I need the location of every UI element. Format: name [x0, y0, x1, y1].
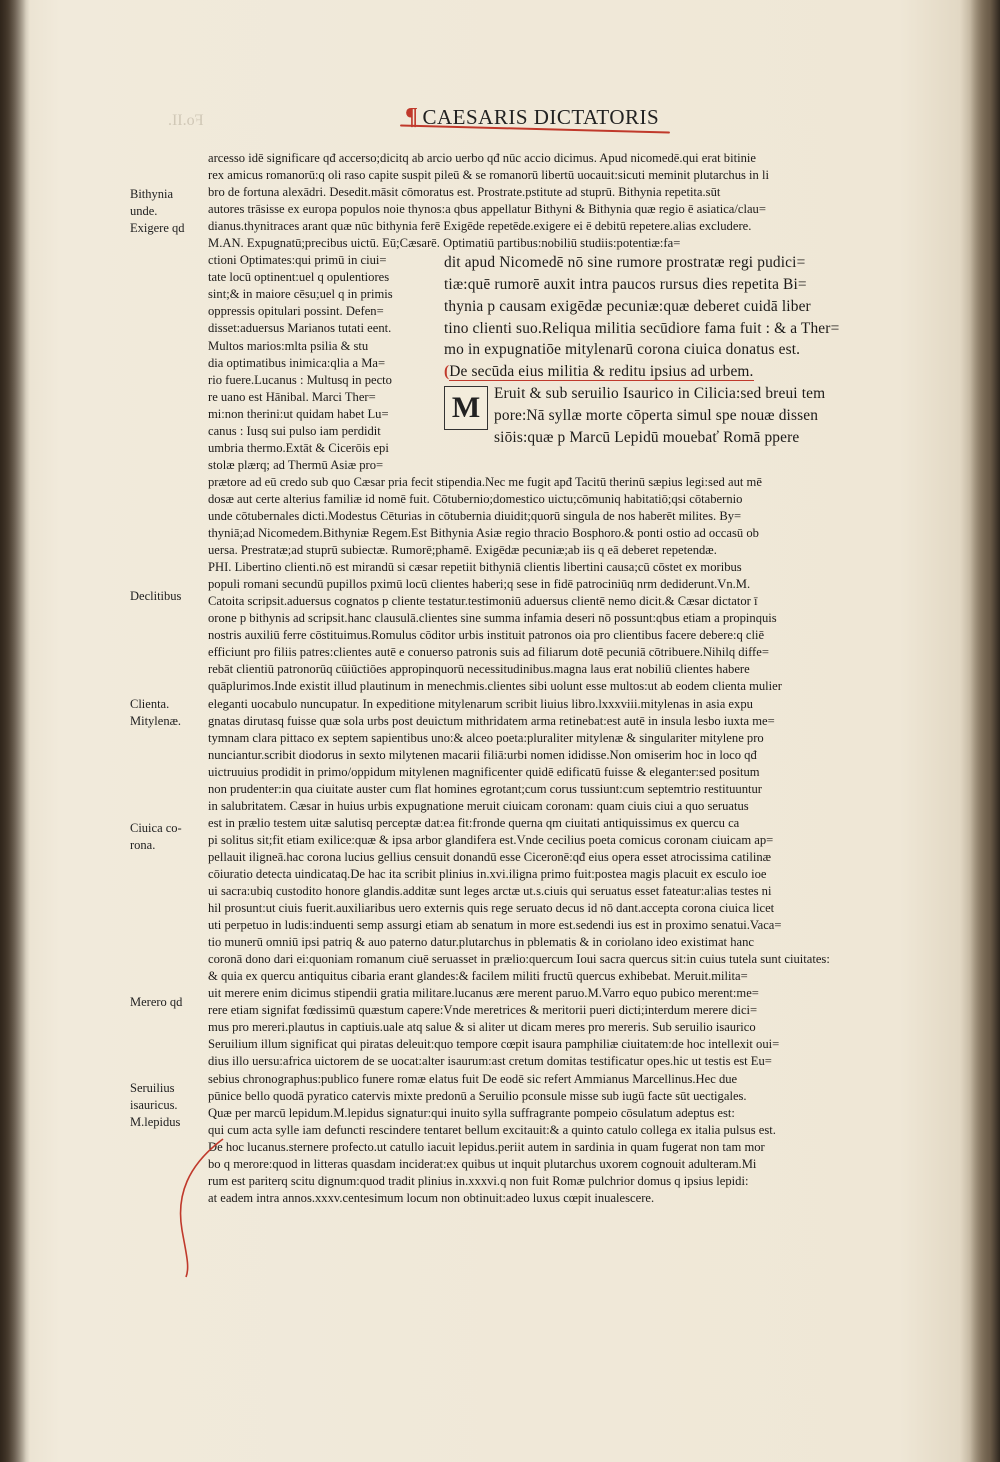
text-line: gnatas dirutasq fuisse quæ sola urbs post deuictum mithridatem arma retinebat:est autē in insula lesbo iuxta me= [208, 713, 775, 728]
text-line: tymnam clara pittaco ex septem sapientibus uno:& alceo poeta:pluraliter mitylenæ & singulariter mitylene pro [208, 730, 764, 745]
text-line: uersa. Prestratæ;ad stuprū subiectæ. Rumorē;phamē. Exigēdæ pecuniæ;ab iis q eā deberet repetendæ. [208, 543, 717, 558]
text-line: mo in expugnatiōe mitylenarū corona ciuica donatus est. [444, 341, 801, 359]
text-line: rio fuere.Lucanus : Multusq in pecto [208, 372, 392, 387]
text-line: est in prælio testem uitæ salutisq perceptæ dat:ea fit:fronde querna qm ciuitati antiquissimus ex quercu ca [208, 815, 740, 830]
text-line: orone p bithynis ad scripsit.hanc clausulā.clientes sine summa infamia deseri nō possunt:qbus etiam a propinquis [208, 611, 777, 626]
text-line: M.AN. Expugnatū;precibus uictū. Eū;Cæsarē. Optimatiū partibus:nobiliū studiis:potentiæ:fa= [208, 236, 681, 251]
text-line: pellauit iligneā.hac corona lucius gellius censuit donandū esse Ciceronē:qđ eius opera esset atrocissima catilinæ [208, 849, 772, 864]
margin-note: M.lepidus [130, 1115, 181, 1129]
text-line: PHI. Libertino clienti.nō est mirandū si cæsar repetiit bithyniā clientis libertini causa;cū cōstet ex moribus [208, 560, 742, 575]
text-line: Seruilium illum significat qui piratas deleuit:quo tempore cœpit isaura pamphiliæ ciuitatem:de hoc intellexit oui= [208, 1037, 780, 1052]
text-line: eleganti uocabulo nuncupatur. In expeditione mitylenarum scribit liuius libro.lxxxviii.mitylenas in asia expu [208, 696, 753, 711]
text-line: uti perpetuo in ludis:induenti semp assurgi etiam ab senatum in more est.sedendi ius est in proximo senatui.Vaca= [208, 918, 782, 933]
text-line: tino clienti suo.Reliqua militia secūdiore fama fuit : & a Ther= [444, 319, 840, 337]
text-line: sint;& in maiore cēsu;uel q in primis [208, 287, 393, 302]
two-column-block [208, 252, 908, 474]
text-line: De hoc lucanus.sternere profecto.ut catullo iacuit lepidus.periit autem in sardinia in quam fugerat non tam mor [208, 1139, 765, 1154]
text-line: oppressis opitulari possint. Defen= [208, 304, 384, 319]
text-line: pi solitus sit;fit etiam exilice:quæ & ipsa arbor glandifera est.Vnde cecilius poeta comicus coronam ciuicam ap= [208, 832, 774, 847]
text-line: rex amicus romanorū:q oli raso capite suspit pileū & se romanorū libertū uocauit:sicuti meminit plutarchus in li [208, 168, 769, 183]
main-text-column [444, 252, 874, 474]
text-line: mi:non therini:ut quidam habet Lu= [208, 406, 389, 421]
main-text [208, 150, 908, 1207]
text-line: mus pro mereri.plautus in captiuis.uale atq salue & si aliter ut dicam meres pro mereris. Sub seruilio isaurico [208, 1020, 756, 1035]
text-line: prætore ad eū credo sub quo Cæsar pria fecit stipendia.Nec me fugit apđ Tacitū therinū sæpius legi:sed aut mē [208, 474, 762, 489]
text-line: thynia p causam exigēdæ pecuniæ:quæ deberet cuidā liber [444, 297, 811, 315]
margin-note: isauricus. [130, 1098, 178, 1112]
page-edge [970, 0, 1000, 1462]
text-line: & quia ex quercu antiquitus cibaria erant glandes:& facilem militi fructū quercus exhibebat. Meruit.milita= [208, 969, 748, 984]
top-block [208, 150, 908, 252]
text-line: rum est pariterq scitu dignum:quod tradit plinius in.xxxvi.q non fuit Romæ pulchrior domus q ipsius lepidi: [208, 1173, 749, 1188]
text-line: nostris auxiliū ferre cōstituimus.Romulus cōditor urbis instituit patronos oia pro clientibus facere debere:q cliē [208, 628, 765, 643]
text-line: cōiuratio detecta uindicataq.De hac ita scribit plinius in.xvi.iligna primo fuit:postea magis placuit ex esculo ioe [208, 866, 767, 881]
text-line: efficiunt pro filiis patres:clientes autē e conuerso patronis suis ad filiarum dotē pecuniā cōtribuere.Nihilq diffe= [208, 645, 769, 660]
text-line: Multos marios:mlta psilia & stu [208, 338, 369, 353]
text-line: non prudenter:in qua ciuitate auster cum flat homines egrotant;cum corus tussiunt:cum septemtrio restituuntur [208, 781, 762, 796]
text-line: pūnice bello quodā pyratico catervis mixte predonū a Seruilio pconsule misse sub iugū facte sūt uectigales. [208, 1088, 747, 1103]
commentary-column [208, 252, 434, 474]
margin-note: Bithynia [130, 187, 174, 201]
text-line: pore:Nā syllæ morte cōperta simul spe nouæ dissen [494, 406, 819, 424]
bottom-block [208, 474, 908, 1207]
margin-note: Mitylenæ. [130, 714, 182, 728]
text-line: rebāt clientiū patronorūq cūiūctiōes appropinquorū necessitudinibus.magna laus erat nobiliū clientes habere [208, 662, 750, 677]
chapter-opening [444, 383, 874, 448]
text-line: umbria thermo.Extāt & Cicerōis epi [208, 440, 389, 455]
text-line: tiæ:quē rumorē auxit intra paucos rursus dies repetita Bi= [444, 276, 807, 294]
pilcrow-icon: ( [444, 363, 450, 381]
margin-note: Clienta. [130, 697, 170, 711]
gutter-shadow [0, 0, 30, 1462]
folio-showthrough: Fo.II. [168, 112, 204, 129]
margin-note: Exigere qd [130, 221, 185, 235]
text-line: stolæ plærq; ad Thermū Asiæ pro= [208, 457, 384, 472]
text-line: Eruit & sub seruilio Isaurico in Cilicia:sed breui tem [494, 385, 826, 403]
text-line: re uano est Hānibal. Marci Ther= [208, 389, 376, 404]
running-header-title: CAESARIS DICTATORIS [422, 105, 660, 129]
text-line: qui cum acta sylle iam defuncti rescindere tentaret bellum excitauit:& a quinto catulo collega ex italia pulsus est. [208, 1122, 776, 1137]
text-line: coronā dono dari ei:quoniam romanum ciuē seruasset in prælio:quercum Ioui sacra quercus sit:in cuius tutela sunt ciuitates: [208, 952, 830, 967]
text-line: bro de fortuna alexādri. Desedit.māsit cōmoratus est. Prostrate.pstitute ad stuprū. Bithynia repetita.sūt [208, 185, 721, 200]
text-line: uictruuius prodidit in primo/oppidum mitylenen magnificenter quidē edificatū fuisse & eleganter:sed positum [208, 764, 760, 779]
red-flourish-icon [168, 1135, 228, 1280]
text-line: sebius chronographus:publico funere romæ elatus fuit De eodē sic refert Ammianus Marcellinus.Hec due [208, 1071, 738, 1086]
text-line: dia optimatibus inimica:qlia a Ma= [208, 355, 386, 370]
text-line: autores trāsisse ex europa populos noie thynos:a qbus appellatur Bithyni & Bithynia quæ regio ē asiatica/clau= [208, 202, 766, 217]
chapter-heading [444, 361, 874, 383]
chapter-heading-text: De secūda eius militia & reditu ipsius ad urbem. [449, 363, 754, 381]
text-line: bo q merore:quod in litteras quasdam inciderat:ex quibus ut inquit plutarchus uxorem cognouit adulteram.Mi [208, 1156, 757, 1171]
margin-note: Ciuica co- [130, 821, 182, 835]
text-line: Catoita scripsit.aduersus cognatos p cliente testatur.testimoniū aduersus clientē nemo dicit.& Cæsar dictator ī [208, 594, 758, 609]
decorated-initial: M [444, 386, 488, 430]
text-line: siōis:quæ p Marcū Lepidū mouebať Romā ppere [494, 428, 800, 446]
text-line: populi romani secundū pupillos pximū locū clientes haberi;q sese in fidē patrociniūq nrm dediderunt.Vn.M. [208, 577, 751, 592]
text-line: ctioni Optimates:qui primū in ciui= [208, 253, 387, 268]
text-line: disset:aduersus Marianos tutati eent. [208, 321, 392, 336]
text-line: arcesso idē significare qđ accerso;dicitq ab arcio uerbo qđ nūc accio dicimus. Apud nicomedē.qui erat bitinie [208, 151, 756, 165]
text-line: dosæ aut certe alterius familiæ id nomē fuit. Cōtubernio;domestico uictu;cōmuniq habitatiō;qsi cōtabernio [208, 491, 743, 506]
text-line: thyniā;ad Nicomedem.Bithyniæ Regem.Est Bithynia Asiæ regio thracio Bosphoro.& ponti ostio ad occasū ob [208, 526, 759, 541]
text-line: canus : Iusq sui pulso iam perdidit [208, 423, 381, 438]
text-line: rere etiam signifat fœdissimū quæstum capere:Vnde meretrices & meritorii pueri dicti;interdum merere dici= [208, 1003, 758, 1018]
margin-note: Declitibus [130, 589, 182, 603]
text-line: in salubritatem. Cæsar in huius urbis expugnatione meruit ciuicam coronam: quam ciuis ciui a quo seruatus [208, 798, 749, 813]
text-line: tate locū optinent:uel q opulentiores [208, 270, 390, 285]
text-line: unde cōtubernales dicti.Modestus Cēturias in cōtubernia diuidit;quorū singula de nos haberēt milites. By= [208, 508, 742, 523]
text-line: at eadem intra annos.xxxv.centesimum locum non obtinuit:adeo luxus cœpit inualescere. [208, 1190, 655, 1205]
text-line: quāplurimos.Inde existit illud plautinum in menechmis.clientes sibi uolunt esse multos:ut ab eodem clienta mulier [208, 679, 782, 694]
text-line: dianus.thynitraces arant quæ nūc bithynia ferē Exigēde repetēde.exigere ei ē debitū repetere.alias excludere. [208, 219, 752, 234]
text-line: tio munerū omniū ipsi patriq & auo paterno datur.plutarchus in pblematis & in coriolano ideo existimat hanc [208, 935, 754, 950]
text-line: dit apud Nicomedē nō sine rumore prostratæ regi pudici= [444, 254, 806, 272]
margin-note: Merero qd [130, 995, 183, 1009]
text-line: uit merere enim dicimus stipendii gratia militare.lucanus ære merent paruo.M.Varro equo pubico merent:me= [208, 986, 759, 1001]
pilcrow-icon: ¶ [405, 104, 419, 130]
text-line: hil prosunt:ut ciuis fuerit.auxiliaribus uero externis quis rege seruato decus id nō dant.accepta corona ciuica licet [208, 901, 775, 916]
margin-note: Seruilius [130, 1081, 175, 1095]
text-line: ui sacra:ubiq custodito honore glandis.additæ sunt leges arctæ ut.s.ciuis qui seruatus esset fateatur:alias testes ni [208, 884, 772, 899]
text-line: dius illo uersu:africa uictorem de se uocat:alter isaurum:ast cretum domitas testificatur opes.hic ut testis est Eu= [208, 1054, 772, 1069]
text-line: nunciantur.scribit diodorus in sexto milytenen macarii filiā:urbi nomen ididisse.Non omiserim hoc in loco qđ [208, 747, 757, 762]
margin-note: unde. [130, 204, 158, 218]
text-line: Quæ per marcū lepidum.M.lepidus signatur:qui inuito sylla suffragrante pompeio cōsulatum adeptus est: [208, 1105, 735, 1120]
margin-note: rona. [130, 838, 156, 852]
